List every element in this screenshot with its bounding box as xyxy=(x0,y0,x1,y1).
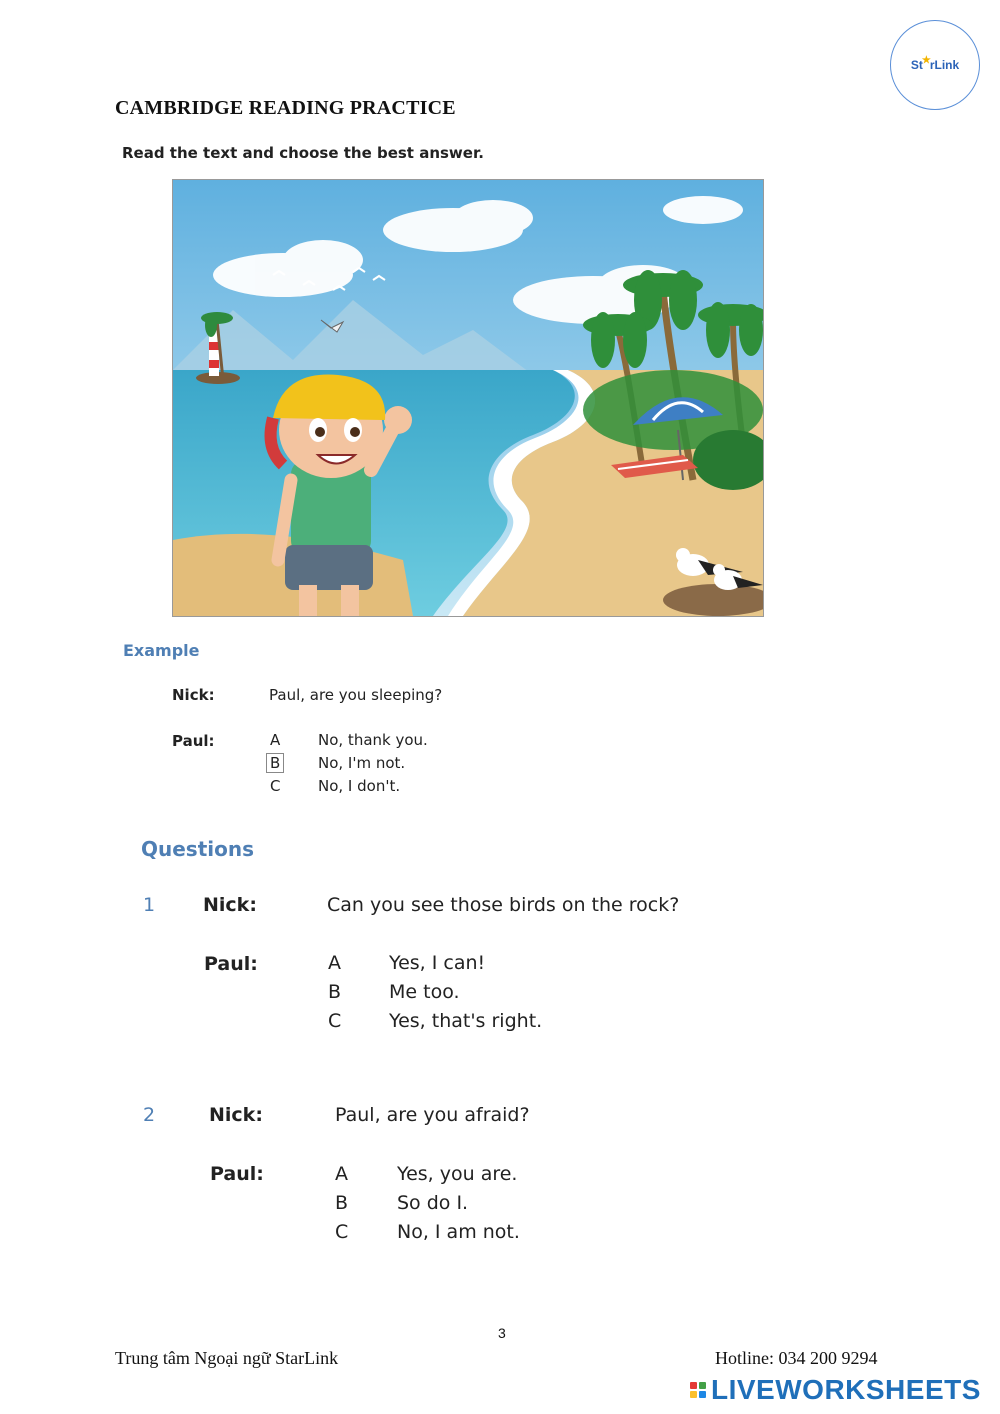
footer-center-name: Trung tâm Ngoại ngữ StarLink xyxy=(115,1348,339,1368)
example-option-text: No, I'm not. xyxy=(318,754,406,772)
logo-text: St★rLink xyxy=(910,55,960,72)
question-number: 2 xyxy=(143,1104,156,1126)
starlink-logo xyxy=(890,20,980,110)
option-letter-a[interactable]: A xyxy=(328,952,341,974)
question-2-prompt: Paul, are you afraid? xyxy=(335,1104,530,1126)
example-option-letter: A xyxy=(270,731,281,749)
option-text[interactable]: Me too. xyxy=(389,981,460,1003)
questions-heading: Questions xyxy=(141,837,255,861)
question-1-speaker-nick: Nick: xyxy=(203,894,257,916)
option-text[interactable]: No, I am not. xyxy=(397,1221,520,1243)
question-2-speaker-nick: Nick: xyxy=(209,1104,263,1126)
liveworksheets-logo xyxy=(690,1374,981,1406)
option-text[interactable]: Yes, I can! xyxy=(389,952,486,974)
option-letter-b[interactable]: B xyxy=(335,1192,349,1214)
page-number: 3 xyxy=(498,1325,506,1341)
liveworksheets-wordmark: LIVEWORKSHEETS xyxy=(711,1374,981,1405)
footer-hotline: Hotline: 034 200 9294 xyxy=(715,1348,878,1368)
option-text[interactable]: Yes, that's right. xyxy=(389,1010,543,1032)
question-1-prompt: Can you see those birds on the rock? xyxy=(327,894,680,916)
instruction-text: Read the text and choose the best answer. xyxy=(122,144,484,162)
example-question: Paul, are you sleeping? xyxy=(269,686,443,704)
example-speaker-paul: Paul: xyxy=(172,732,215,750)
liveworksheets-icon xyxy=(690,1382,706,1398)
option-letter-a[interactable]: A xyxy=(335,1163,348,1185)
option-letter-c[interactable]: C xyxy=(328,1010,342,1032)
example-option-text: No, thank you. xyxy=(318,731,428,749)
example-answer-box: B xyxy=(266,753,284,773)
example-speaker-nick: Nick: xyxy=(172,686,215,704)
option-letter-c[interactable]: C xyxy=(335,1221,349,1243)
option-text[interactable]: Yes, you are. xyxy=(397,1163,518,1185)
example-option-text: No, I don't. xyxy=(318,777,401,795)
example-heading: Example xyxy=(123,641,200,660)
page-title: CAMBRIDGE READING PRACTICE xyxy=(115,97,456,119)
option-letter-b[interactable]: B xyxy=(328,981,342,1003)
question-2-speaker-paul: Paul: xyxy=(210,1163,264,1185)
example-option-letter: C xyxy=(270,777,281,795)
beach-scene-illustration xyxy=(172,179,764,617)
question-1-speaker-paul: Paul: xyxy=(204,953,258,975)
option-text[interactable]: So do I. xyxy=(397,1192,469,1214)
question-number: 1 xyxy=(143,894,156,916)
star-icon: ★ xyxy=(921,55,931,66)
